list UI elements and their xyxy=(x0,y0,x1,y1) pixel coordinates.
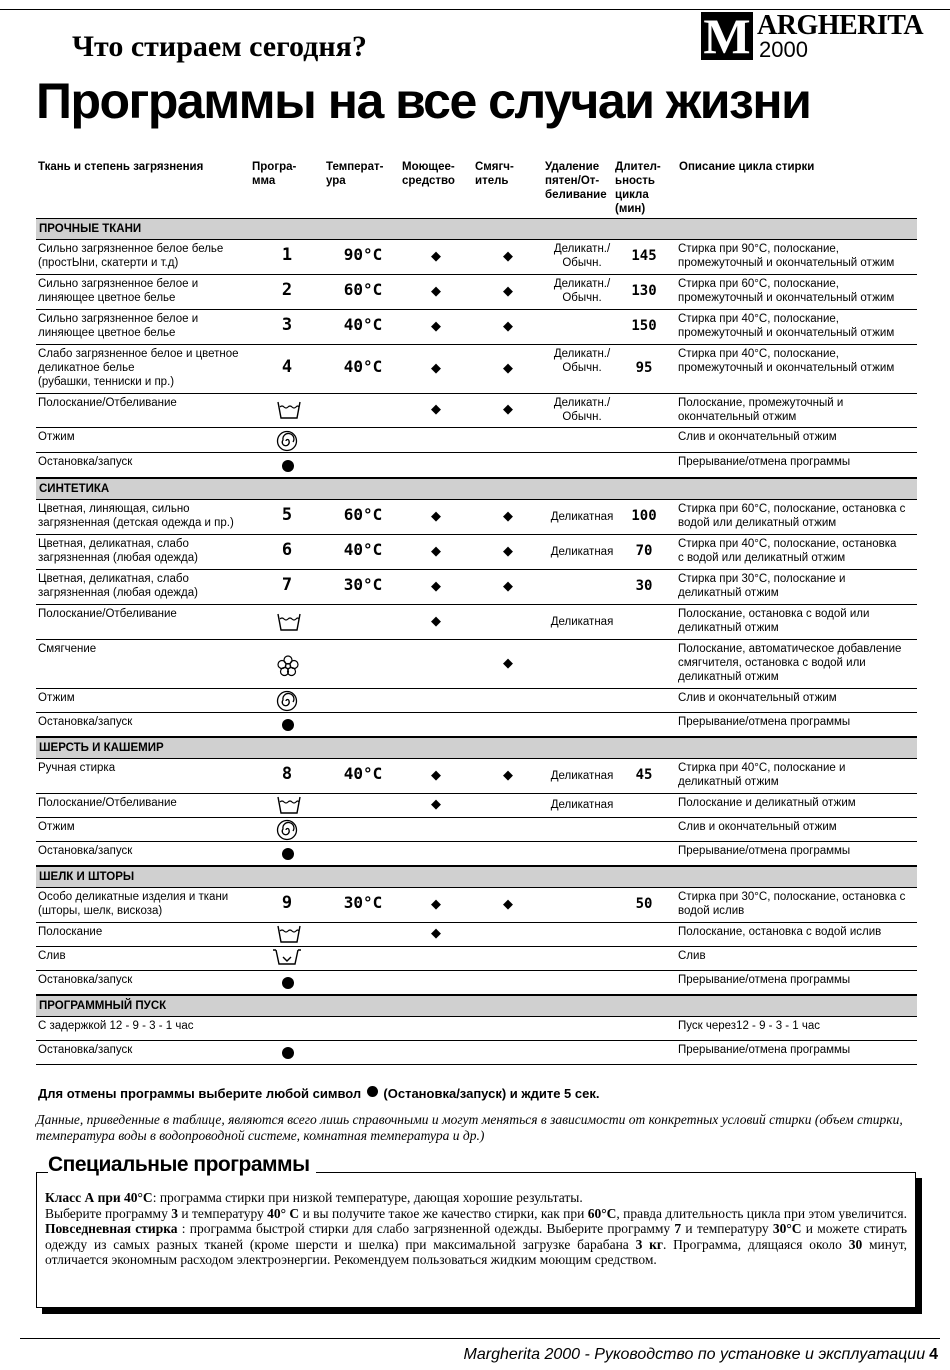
header-temperature: Температ- ура xyxy=(326,161,384,187)
table-row xyxy=(36,713,917,737)
program-number: 5 xyxy=(281,505,293,525)
softener-diamond-icon: ◆ xyxy=(503,767,513,782)
table-row xyxy=(36,818,917,842)
program-number: 9 xyxy=(281,893,293,913)
description-cell: Стирка при 40°C, полоскание, остановка с водой или деликатный отжим xyxy=(678,538,897,564)
duration-cell: 70 xyxy=(635,543,653,559)
page-title: Программы на все случаи жизни xyxy=(36,73,811,129)
duration-cell: 100 xyxy=(631,508,657,524)
description-cell: Слив и окончательный отжим xyxy=(678,431,837,443)
header-program: Програ- мма xyxy=(252,161,297,187)
logo-name: ARGHERITA xyxy=(757,10,924,41)
description-cell: Прерывание/отмена программы xyxy=(678,1044,851,1056)
special-text: и можете стирать одежду из самых разных тканей (кроме шерсти и шелка) при максимальной загрузке барабана xyxy=(45,1221,908,1252)
detergent-diamond-icon: ◆ xyxy=(431,896,441,911)
duration-cell: 130 xyxy=(631,283,657,299)
description-cell: Полоскание, автоматическое добавление смягчителя, остановка с водой или деликатный отжим xyxy=(678,643,902,683)
table-row xyxy=(36,971,917,995)
special-daily-label: Повседневная стирка xyxy=(45,1221,178,1236)
special-load: 3 кг xyxy=(635,1236,664,1252)
special-paragraph-1 xyxy=(45,1190,907,1206)
softener-diamond-icon: ◆ xyxy=(503,655,513,670)
description-cell: Слив xyxy=(678,950,706,962)
table-row xyxy=(36,605,917,640)
special-text: . Программа, длящаяся около xyxy=(663,1236,849,1252)
logo-letter: M xyxy=(701,12,753,60)
detergent-diamond-icon: ◆ xyxy=(431,796,441,811)
table-row xyxy=(36,759,917,794)
rinse-icon xyxy=(276,400,300,422)
description-cell: Полоскание, остановка с водой или деликатный отжим xyxy=(678,608,870,634)
fabric-cell: Остановка/запуск xyxy=(38,974,133,986)
logo-year: 2000 xyxy=(759,37,808,62)
detergent-diamond-icon: ◆ xyxy=(431,508,441,523)
temperature-cell: 90°C xyxy=(343,245,383,264)
temperature-cell: 40°C xyxy=(343,357,383,376)
fabric-cell: Полоскание xyxy=(38,926,103,938)
fabric-cell: Полоскание/Отбеливание xyxy=(38,797,177,809)
stain-removal-cell: Деликатная xyxy=(550,770,614,782)
description-cell: Слив и окончательный отжим xyxy=(678,692,837,704)
temperature-cell: 60°C xyxy=(343,505,383,524)
fabric-cell: Сильно загрязненное белое и линяющее цветное белье xyxy=(38,313,199,339)
detergent-diamond-icon: ◆ xyxy=(431,318,441,333)
description-cell: Стирка при 40°C, полоскание, промежуточный и окончательный отжим xyxy=(678,348,895,374)
header-stain-removal: Удаление пятен/От- беливание xyxy=(545,161,607,201)
stain-removal-cell: Деликатн./ Обычн. xyxy=(553,278,611,304)
softener-diamond-icon: ◆ xyxy=(503,508,513,523)
softener-diamond-icon: ◆ xyxy=(503,360,513,375)
brand-logo xyxy=(701,8,924,64)
program-number: 7 xyxy=(281,575,293,595)
temperature-cell: 40°C xyxy=(343,764,383,783)
fabric-cell: Слабо загрязненное белое и цветное деликатное белье (рубашки, тенниски и пр.) xyxy=(38,348,239,388)
stop-dot-icon xyxy=(282,719,294,731)
footer xyxy=(464,1346,938,1364)
table-row xyxy=(36,1017,917,1041)
detergent-diamond-icon: ◆ xyxy=(431,767,441,782)
description-cell: Стирка при 60°C, полоскание, остановка с водой или деликатный отжим xyxy=(678,503,906,529)
stain-removal-cell: Деликатн./ Обычн. xyxy=(553,397,611,423)
description-cell: Стирка при 40°C, полоскание, промежуточный и окончательный отжим xyxy=(678,313,895,339)
fabric-cell: Ручная стирка xyxy=(38,762,116,774)
detergent-diamond-icon: ◆ xyxy=(431,401,441,416)
duration-cell: 150 xyxy=(631,318,657,334)
rinse-icon xyxy=(276,612,300,634)
description-cell: Стирка при 30°C, полоскание, остановка с водой ислив xyxy=(678,891,906,917)
footer-text: Margherita 2000 - Руководство по установке и эксплуатации xyxy=(463,1346,926,1363)
header-duration: Длител- ьность цикла (мин) xyxy=(615,161,661,215)
detergent-diamond-icon: ◆ xyxy=(431,543,441,558)
special-class-a-text: : программа стирки при низкой температуре, дающая хорошие результаты. xyxy=(152,1190,583,1205)
softener-diamond-icon: ◆ xyxy=(503,248,513,263)
special-paragraph-3 xyxy=(45,1221,907,1268)
temperature-cell: 40°C xyxy=(343,540,383,559)
special-program-number: 3 xyxy=(171,1205,178,1221)
description-cell: Полоскание, промежуточный и окончательный отжим xyxy=(678,397,844,423)
spin-icon xyxy=(276,430,300,452)
special-text: и температуру xyxy=(681,1221,773,1236)
header-fabric: Ткань и степень загрязнения xyxy=(38,161,204,173)
special-programs-box xyxy=(36,1172,916,1308)
special-text: Выберите программу xyxy=(45,1205,172,1221)
drain-icon xyxy=(272,948,296,970)
fabric-cell: Отжим xyxy=(38,431,75,443)
softener-diamond-icon: ◆ xyxy=(503,401,513,416)
stop-dot-icon xyxy=(282,848,294,860)
detergent-diamond-icon: ◆ xyxy=(431,578,441,593)
fabric-cell: Остановка/запуск xyxy=(38,1044,133,1056)
cancel-note-start: Для отмены программы выберите любой символ xyxy=(38,1086,365,1101)
rinse-icon xyxy=(276,795,300,817)
page-number: 4 xyxy=(929,1346,938,1363)
softener-diamond-icon: ◆ xyxy=(503,283,513,298)
description-cell: Прерывание/отмена программы xyxy=(678,974,851,986)
table-row xyxy=(36,394,917,428)
special-temperature: 40° C xyxy=(267,1205,300,1221)
table-row xyxy=(36,570,917,605)
description-cell: Полоскание, остановка с водой ислив xyxy=(678,926,882,938)
table-row xyxy=(36,947,917,971)
softener-icon xyxy=(276,654,300,676)
section-header: ПРОЧНЫЕ ТКАНИ xyxy=(36,218,917,240)
program-number: 4 xyxy=(281,357,293,377)
table-row xyxy=(36,689,917,713)
detergent-diamond-icon: ◆ xyxy=(431,360,441,375)
special-text: : программа быстрой стирки для слабо загрязненной одежды. Выберите программу xyxy=(177,1221,675,1236)
special-text: минут, отличается экономным расходом электроэнергии. Рекомендуем пользоваться жидким моющим средством. xyxy=(45,1236,907,1267)
temperature-cell: 30°C xyxy=(343,575,383,594)
table-row xyxy=(36,794,917,818)
table-row xyxy=(36,428,917,453)
special-temperature: 30°C xyxy=(772,1221,802,1236)
disclaimer: Данные, приведенные в таблице, являются всего лишь справочными и могут меняться в зависимости от конкретных условий стирки (объем стирки, температура воды в водопроводной системе, комнатная температура и др.) xyxy=(36,1112,903,1143)
fabric-cell: Остановка/запуск xyxy=(38,716,133,728)
stop-dot-icon xyxy=(367,1086,378,1097)
cancel-note xyxy=(38,1086,599,1101)
temperature-cell: 40°C xyxy=(343,315,383,334)
special-text: , правда длительность цикла при этом увеличится. xyxy=(616,1205,908,1221)
description-cell: Пуск через12 - 9 - 3 - 1 час xyxy=(678,1020,821,1032)
stain-removal-cell: Деликатная xyxy=(550,616,614,628)
stop-dot-icon xyxy=(282,977,294,989)
softener-diamond-icon: ◆ xyxy=(503,543,513,558)
section-header: ШЕРСТЬ И КАШЕМИР xyxy=(36,737,917,759)
detergent-diamond-icon: ◆ xyxy=(431,283,441,298)
description-cell: Стирка при 40°C, полоскание и деликатный отжим xyxy=(678,762,846,788)
fabric-cell: Остановка/запуск xyxy=(38,845,133,857)
duration-cell: 95 xyxy=(635,360,653,376)
description-cell: Прерывание/отмена программы xyxy=(678,845,851,857)
fabric-cell: Цветная, линяющая, сильно загрязненная (детская одежда и пр.) xyxy=(38,503,234,529)
duration-cell: 45 xyxy=(635,767,653,783)
fabric-cell: Отжим xyxy=(38,692,75,704)
table-row xyxy=(36,275,917,310)
table-row xyxy=(36,310,917,345)
description-cell: Стирка при 90°C, полоскание, промежуточный и окончательный отжим xyxy=(678,243,895,269)
fabric-cell: Цветная, деликатная, слабо загрязненная (любая одежда) xyxy=(38,538,198,564)
description-cell: Прерывание/отмена программы xyxy=(678,456,851,468)
section-header: ШЕЛК И ШТОРЫ xyxy=(36,866,917,888)
description-cell: Прерывание/отмена программы xyxy=(678,716,851,728)
table-row xyxy=(36,1041,917,1065)
description-cell: Полоскание и деликатный отжим xyxy=(678,797,856,809)
table-row xyxy=(36,923,917,947)
duration-cell: 145 xyxy=(631,248,657,264)
stain-removal-cell: Деликатная xyxy=(550,546,614,558)
table-row xyxy=(36,842,917,866)
stain-removal-cell: Деликатная xyxy=(550,799,614,811)
softener-diamond-icon: ◆ xyxy=(503,318,513,333)
table-row xyxy=(36,453,917,478)
temperature-cell: 30°C xyxy=(343,893,383,912)
duration-cell: 50 xyxy=(635,896,653,912)
temperature-cell: 60°C xyxy=(343,280,383,299)
special-minutes: 30 xyxy=(848,1236,863,1252)
description-cell: Слив и окончательный отжим xyxy=(678,821,837,833)
fabric-cell: Остановка/запуск xyxy=(38,456,133,468)
fabric-cell: Сильно загрязненное белое и линяющее цветное белье xyxy=(38,278,199,304)
fabric-cell: Сильно загрязненное белое белье (простЫни, скатерти и т.д) xyxy=(38,243,224,269)
stain-removal-cell: Деликатная xyxy=(550,511,614,523)
special-text: и температуру xyxy=(177,1205,268,1221)
section-header: ПРОГРАММНЫЙ ПУСК xyxy=(36,995,917,1017)
cancel-note-end: (Остановка/запуск) и ждите 5 сек. xyxy=(379,1086,600,1101)
stain-removal-cell: Деликатн./ Обычн. xyxy=(553,348,611,374)
special-program-number: 7 xyxy=(674,1221,682,1236)
duration-cell: 30 xyxy=(635,578,653,594)
table-row xyxy=(36,535,917,570)
special-class-a-label: Класс А при 40°C xyxy=(45,1190,153,1205)
fabric-cell: С задержкой 12 - 9 - 3 - 1 час xyxy=(38,1020,194,1032)
table-row xyxy=(36,345,917,394)
fabric-cell: Слив xyxy=(38,950,66,962)
fabric-cell: Полоскание/Отбеливание xyxy=(38,608,177,620)
program-number: 2 xyxy=(281,280,293,300)
fabric-cell: Отжим xyxy=(38,821,75,833)
program-number: 6 xyxy=(281,540,293,560)
detergent-diamond-icon: ◆ xyxy=(431,925,441,940)
programs-table xyxy=(36,218,917,1065)
stop-dot-icon xyxy=(282,1047,294,1059)
header-softener: Смягч- итель xyxy=(475,161,514,187)
header-detergent: Моющее- средство xyxy=(402,161,455,187)
table-row xyxy=(36,888,917,923)
spin-icon xyxy=(276,819,300,841)
program-number: 3 xyxy=(281,315,293,335)
detergent-diamond-icon: ◆ xyxy=(431,248,441,263)
table-row xyxy=(36,500,917,535)
table-row xyxy=(36,240,917,275)
detergent-diamond-icon: ◆ xyxy=(431,613,441,628)
header-description: Описание цикла стирки xyxy=(679,161,815,173)
rinse-icon xyxy=(276,924,300,946)
page-subtitle: Что стираем сегодня? xyxy=(72,30,367,63)
special-text: и вы получите такое же качество стирки, как при xyxy=(299,1205,588,1221)
special-temperature: 60°C xyxy=(587,1205,617,1221)
footer-rule xyxy=(20,1338,940,1339)
softener-diamond-icon: ◆ xyxy=(503,578,513,593)
program-number: 8 xyxy=(281,764,293,784)
table-row xyxy=(36,640,917,689)
section-header: СИНТЕТИКА xyxy=(36,478,917,500)
fabric-cell: Цветная, деликатная, слабо загрязненная (любая одежда) xyxy=(38,573,198,599)
program-number: 1 xyxy=(281,245,293,265)
spin-icon xyxy=(276,690,300,712)
stop-dot-icon xyxy=(282,460,294,472)
softener-diamond-icon: ◆ xyxy=(503,896,513,911)
special-paragraph-2 xyxy=(45,1206,907,1222)
description-cell: Стирка при 60°C, полоскание, промежуточный и окончательный отжим xyxy=(678,278,895,304)
description-cell: Стирка при 30°C, полоскание и деликатный отжим xyxy=(678,573,846,599)
fabric-cell: Смягчение xyxy=(38,643,97,655)
stain-removal-cell: Деликатн./ Обычн. xyxy=(553,243,611,269)
fabric-cell: Особо деликатные изделия и ткани (шторы, шелк, вискоза) xyxy=(38,891,229,917)
special-programs-title: Специальные программы xyxy=(48,1153,316,1177)
fabric-cell: Полоскание/Отбеливание xyxy=(38,397,177,409)
